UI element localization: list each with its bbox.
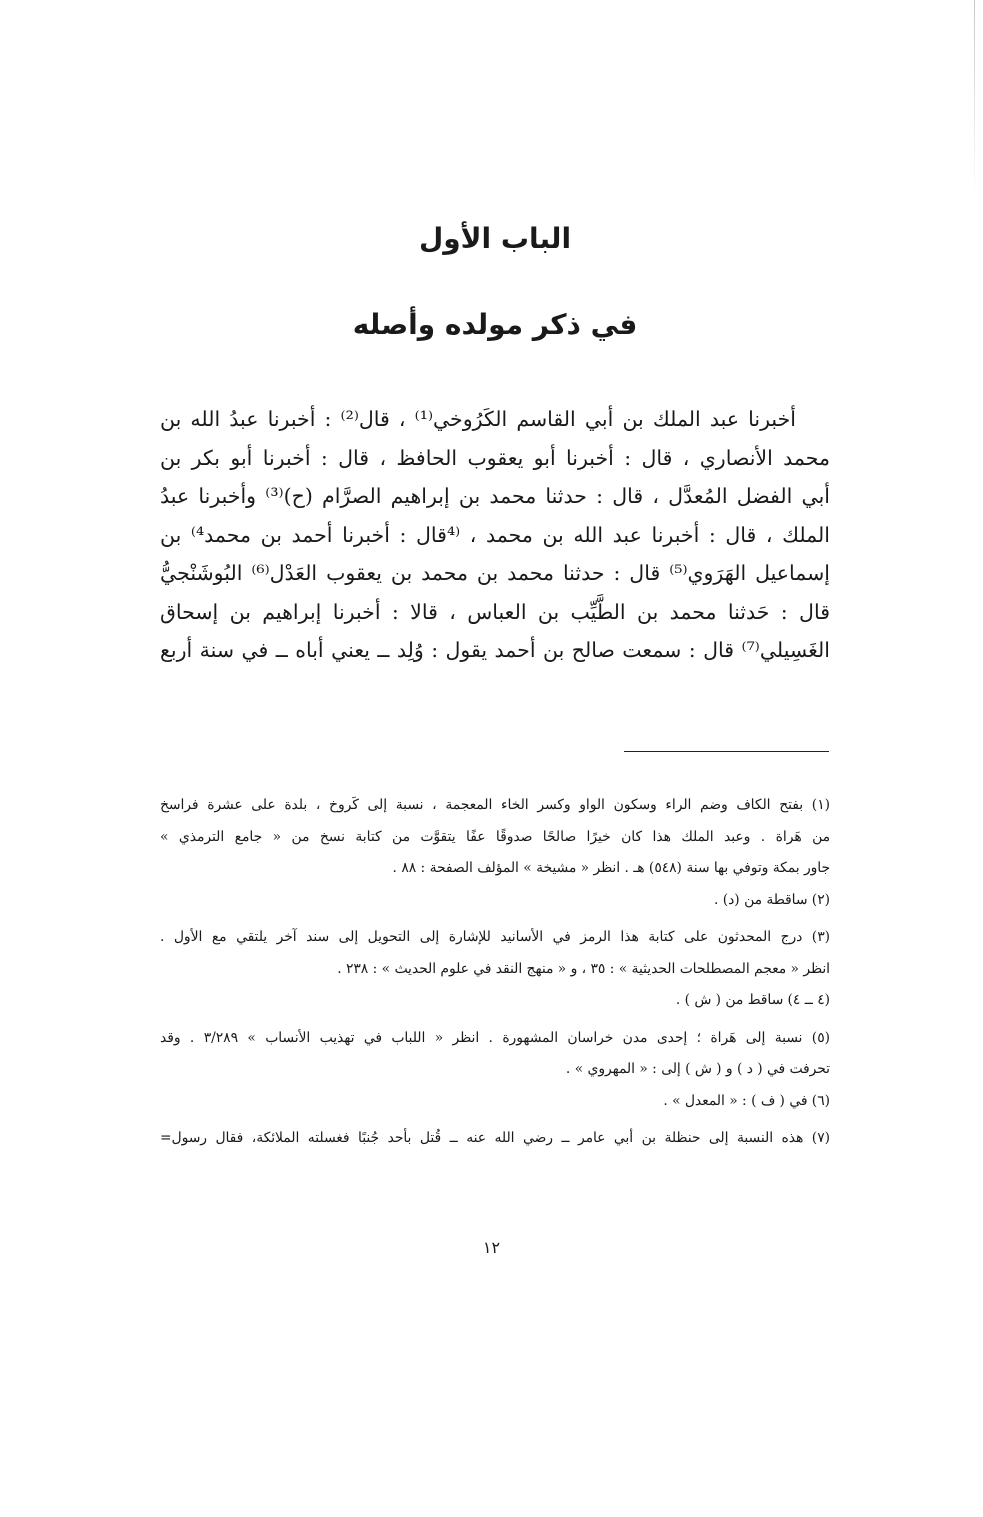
body-line: إسماعيل الهَرَوي⁽⁵⁾ قال : حدثنا محمد بن محمد بن يعقوب العَدْل⁽⁶⁾ البُوشَنْجيُّ — [160, 561, 830, 585]
page-edge-line — [974, 0, 975, 200]
footnote-line: (٥) نسبة إلى هَراة ؛ إحدى مدن خراسان المشهورة . انظر « اللباب في تهذيب الأنساب » ٣/٢٨٩ . وقد — [160, 1029, 830, 1046]
footnote-5 — [160, 1023, 830, 1086]
footnotes — [160, 790, 830, 1155]
footnote-6 — [160, 1086, 830, 1118]
footnote-line: (٧) هذه النسبة إلى حنظلة بن أبي عامر ــ رضي الله عنه ــ قُتل بأحد جُنبًا فغسلته الملائكة، فقال رسول= — [160, 1130, 830, 1146]
body-line: أخبرنا عبد الملك بن أبي القاسم الكَرُوخي⁽¹⁾ ، قال⁽²⁾ : أخبرنا عبدُ الله بن — [160, 407, 796, 431]
footnote-line: (٣) درج المحدثون على كتابة هذا الرمز في الأسانيد للإشارة إلى التحويل إلى سند آخر يلتقي مع الأول . — [160, 929, 830, 945]
footnote-line: انظر « معجم المصطلحات الحديثية » : ٣٥ ، و « منهج النقد في علوم الحديث » : ٢٣٨ . — [337, 960, 830, 977]
body-line: أبي الفضل المُعدَّل ، قال : حدثنا محمد بن إبراهيم الصرَّام (ح)⁽³⁾ وأخبرنا عبدُ — [160, 484, 830, 508]
body-line: الغَسِيلي⁽⁷⁾ قال : سمعت صالح بن أحمد يقول : وُلِد ــ يعني أباه ــ في سنة أربع — [160, 638, 830, 662]
footnote-line: من هَراة . وعبد الملك هذا كان خيرًا صالحًا صدوقًا عفًا يتقوَّت من كتابة نسخ من « جامع الترمذي » — [160, 828, 830, 845]
footnote-4 — [160, 985, 830, 1017]
chapter-title: الباب الأول — [418, 222, 572, 255]
footnote-line: تحرفت في ( د ) و ( ش ) إلى : « المهروي » . — [565, 1061, 830, 1077]
footnote-7 — [160, 1123, 830, 1155]
footnote-line: (٦) في ( ف ) : « المعدل » . — [663, 1092, 830, 1109]
footnote-line: جاور بمكة وتوفي بها سنة (٥٤٨) هـ . انظر « مشيخة » المؤلف الصفحة : ٨٨ . — [392, 860, 830, 876]
footnote-2 — [160, 885, 830, 917]
body-text — [160, 400, 830, 670]
body-line: الملك ، قال : أخبرنا عبد الله بن محمد ، ⁽⁴قال : أخبرنا أحمد بن محمد⁴⁾ بن — [160, 522, 830, 547]
chapter-subtitle: في ذكر مولده وأصله — [352, 308, 638, 341]
footnote-separator — [624, 751, 829, 752]
footnote-line: (٢) ساقطة من (د) . — [714, 891, 830, 908]
footnote-3 — [160, 922, 830, 985]
footnote-line: (١) بفتح الكاف وضم الراء وسكون الواو وكسر الخاء المعجمة ، نسبة إلى كَروخ ، بلدة على عشرة فراسخ — [160, 797, 830, 813]
footnote-1 — [160, 790, 830, 885]
body-line: قال : حَدثنا محمد بن الطَّيِّب بن العباس ، قالا : أخبرنا إبراهيم بن إسحاق — [160, 599, 830, 624]
footnote-line: (٤ ــ ٤) ساقط من ( ش ) . — [675, 992, 830, 1008]
body-line: محمد الأنصاري ، قال : أخبرنا أبو يعقوب الحافظ ، قال : أخبرنا أبو بكر بن — [160, 445, 830, 470]
page-number: ١٢ — [482, 1238, 501, 1257]
